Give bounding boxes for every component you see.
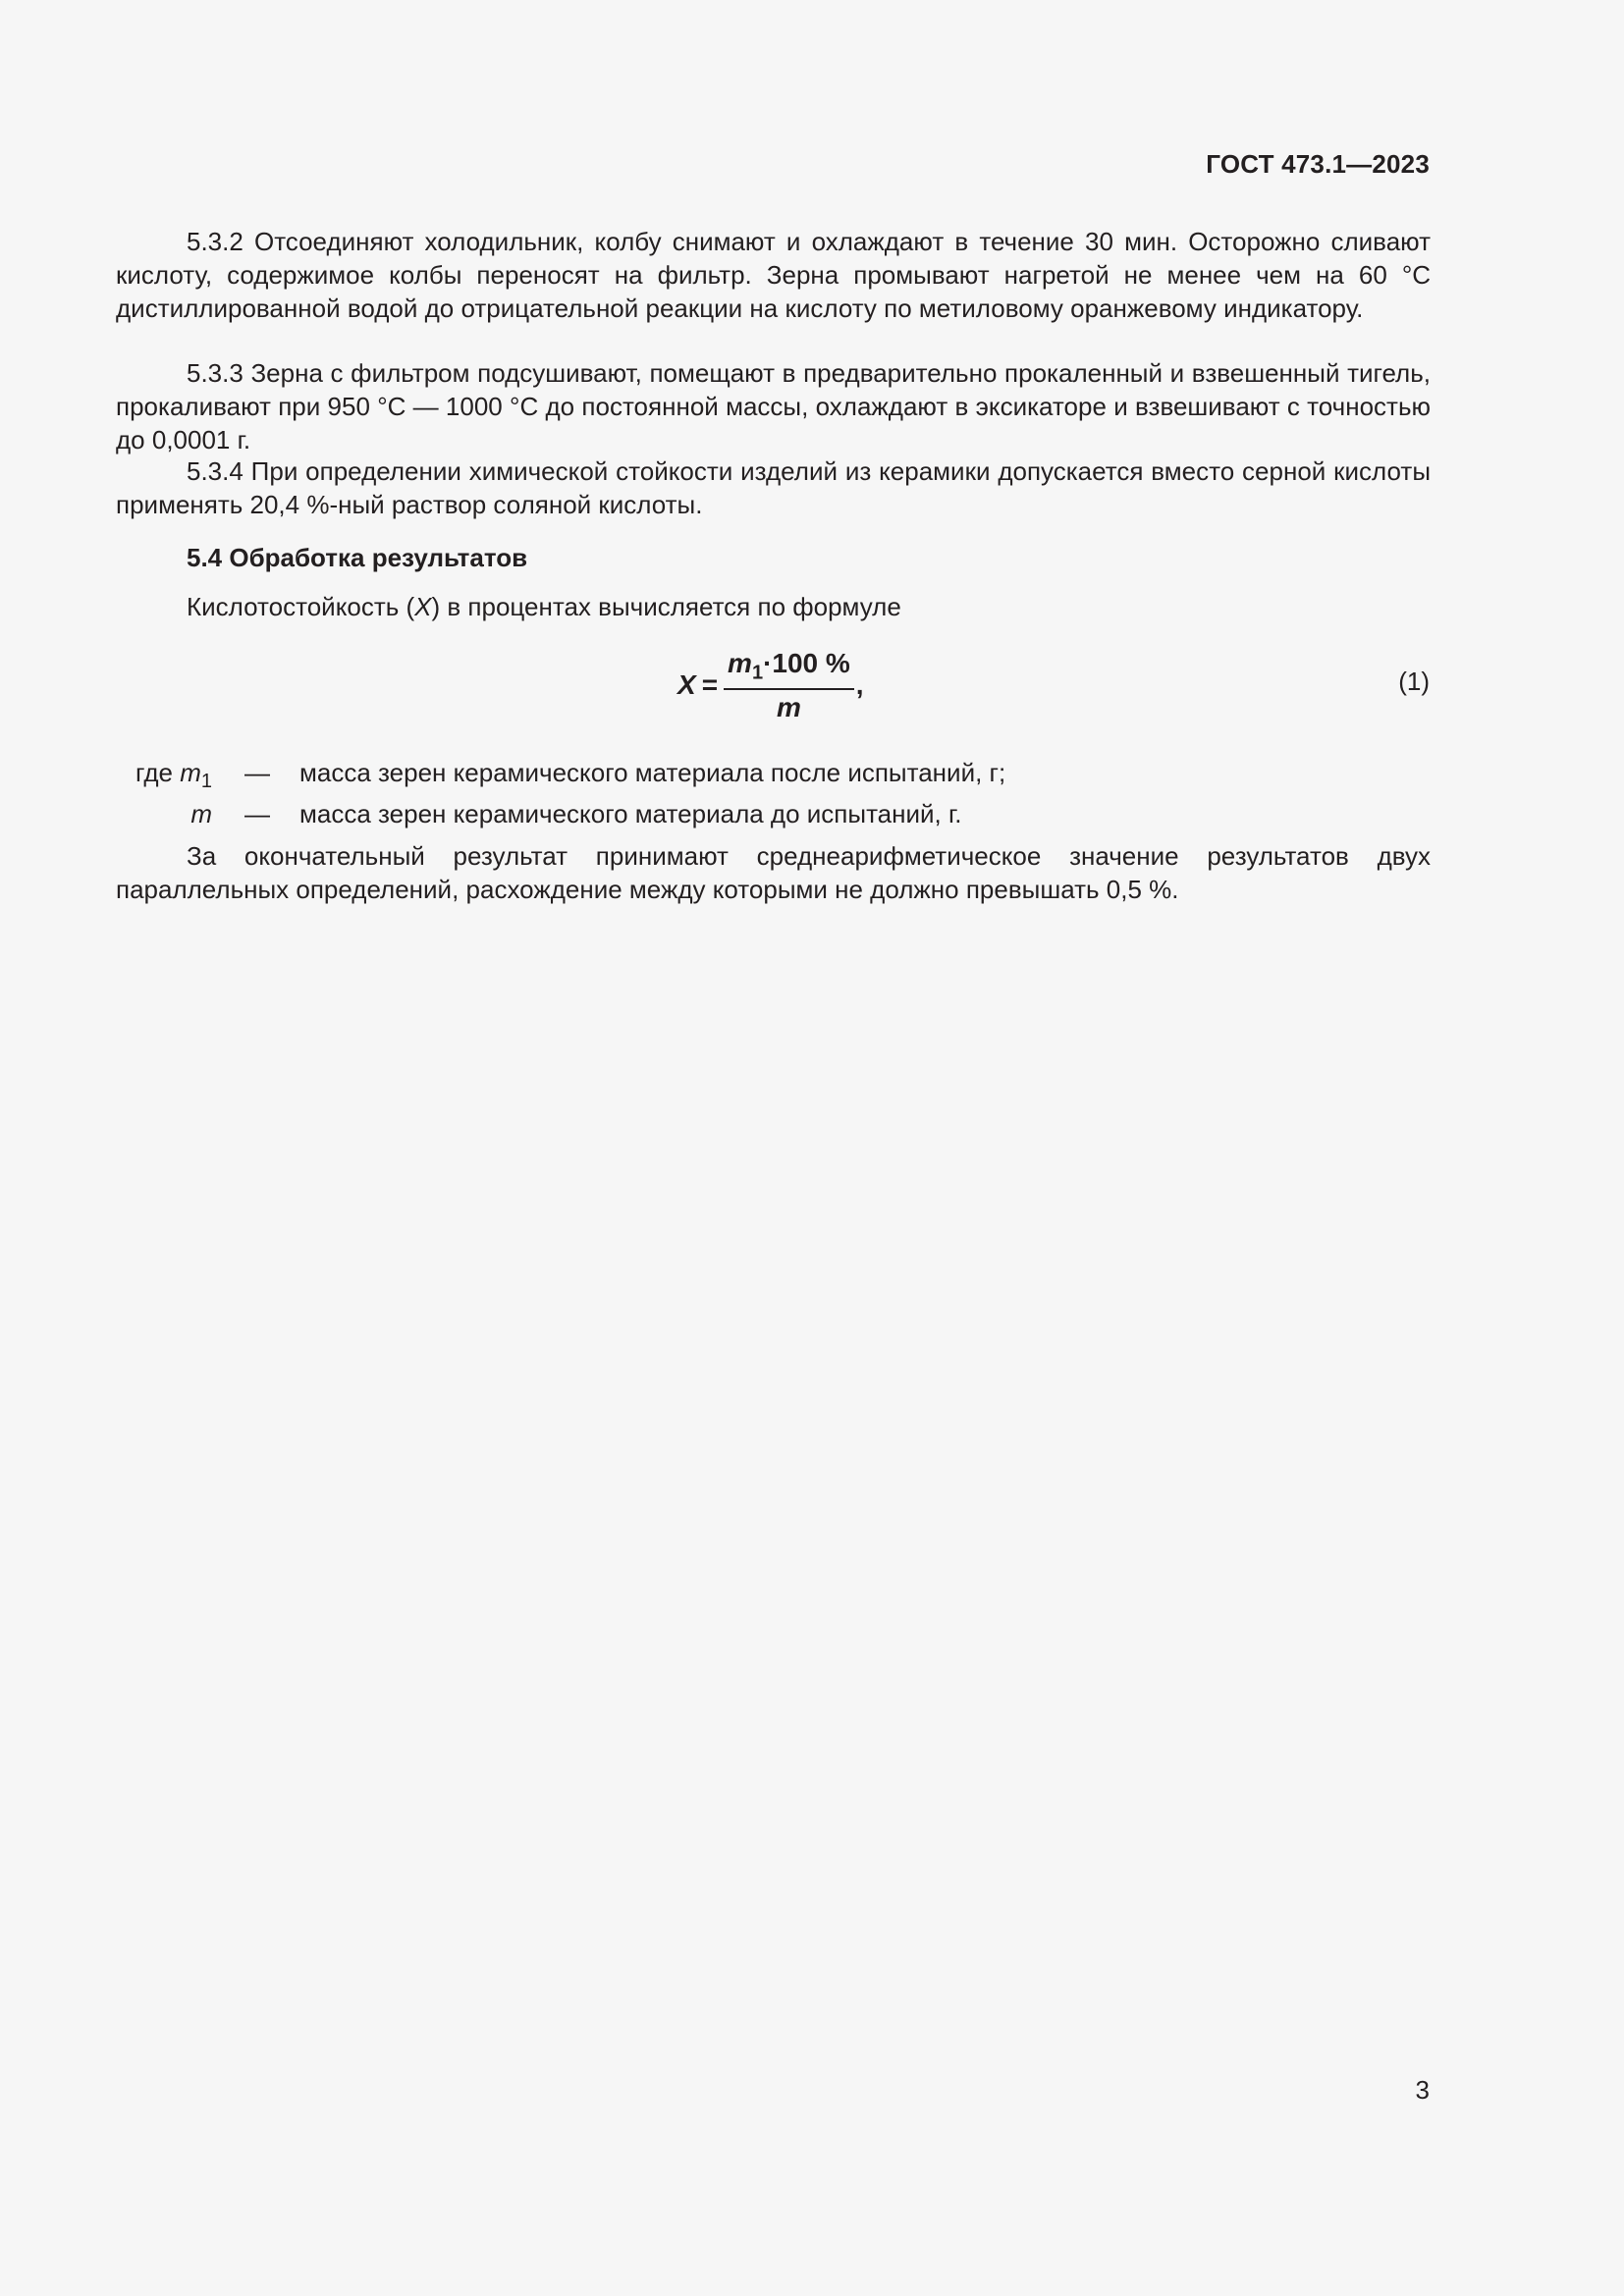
numerator-variable: m	[728, 648, 752, 678]
legend-symbol	[130, 799, 212, 834]
final-paragraph: За окончательный результат принимают среднеарифметическое значение результатов двух параллельных определений, расхождение между которыми не должно превышать 0,5 %.	[116, 841, 1431, 904]
formula-numerator	[724, 648, 854, 690]
formula-comma: ,	[855, 669, 864, 701]
document-code-header: ГОСТ 473.1—2023	[1206, 149, 1430, 179]
formula-intro-variable: X	[414, 592, 432, 621]
formula-denominator: m	[776, 691, 801, 722]
paragraph-5-3-2-container	[116, 225, 1431, 325]
formula-intro	[187, 592, 901, 622]
formula	[677, 648, 864, 723]
section-title: 5.4 Обработка результатов	[187, 543, 528, 572]
formula-number: (1)	[1398, 667, 1430, 696]
legend-symbol-variable: m	[180, 758, 201, 787]
legend-dash: —	[244, 799, 270, 828]
formula-lhs: X	[677, 669, 696, 701]
paragraph-5-3-2: 5.3.2 Отсоединяют холодильник, колбу снимают и охлаждают в течение 30 мин. Осторожно сливают кислоту, содержимое колбы переносят на фильтр. Зерна промывают нагретой не менее чем на 60 °С дистиллированной водой до отрицательной реакции на кислоту по метиловому оранжевому индикатору.	[116, 227, 1431, 323]
paragraph-5-3-4-container	[116, 454, 1431, 521]
formula-intro-before: Кислотостойкость (	[187, 592, 415, 621]
formula-equals: =	[701, 669, 719, 701]
page-number: 3	[1415, 2075, 1430, 2105]
formula-intro-after: ) в процентах вычисляется по формуле	[431, 592, 901, 621]
legend-description: масса зерен керамического материала до испытаний, г.	[299, 799, 962, 828]
legend-dash: —	[244, 758, 270, 787]
final-paragraph-container	[116, 839, 1431, 906]
paragraph-5-3-4: 5.3.4 При определении химической стойкости изделий из керамики допускается вместо серной кислоты применять 20,4 %-ный раствор соляной кислоты.	[116, 456, 1431, 519]
legend-description: масса зерен керамического материала после испытаний, г;	[299, 758, 1006, 787]
legend-symbol-variable: m	[190, 799, 212, 828]
legend-row-m	[130, 799, 962, 834]
formula-fraction	[724, 648, 854, 723]
paragraph-5-3-3: 5.3.3 Зерна с фильтром подсушивают, помещают в предварительно прокаленный и взвешенный тигель, прокаливают при 950 °С — 1000 °С до постоянной массы, охлаждают в эксикаторе и взвешивают с точностью до 0,0001 г.	[116, 358, 1431, 454]
paragraph-5-3-3-container	[116, 356, 1431, 456]
legend-prefix: где	[135, 758, 181, 787]
numerator-rest: ·100 %	[763, 648, 850, 678]
numerator-subscript: 1	[751, 662, 764, 684]
legend-row-m1	[130, 758, 1005, 793]
legend-symbol	[130, 758, 212, 793]
legend-symbol-subscript: 1	[200, 771, 212, 793]
